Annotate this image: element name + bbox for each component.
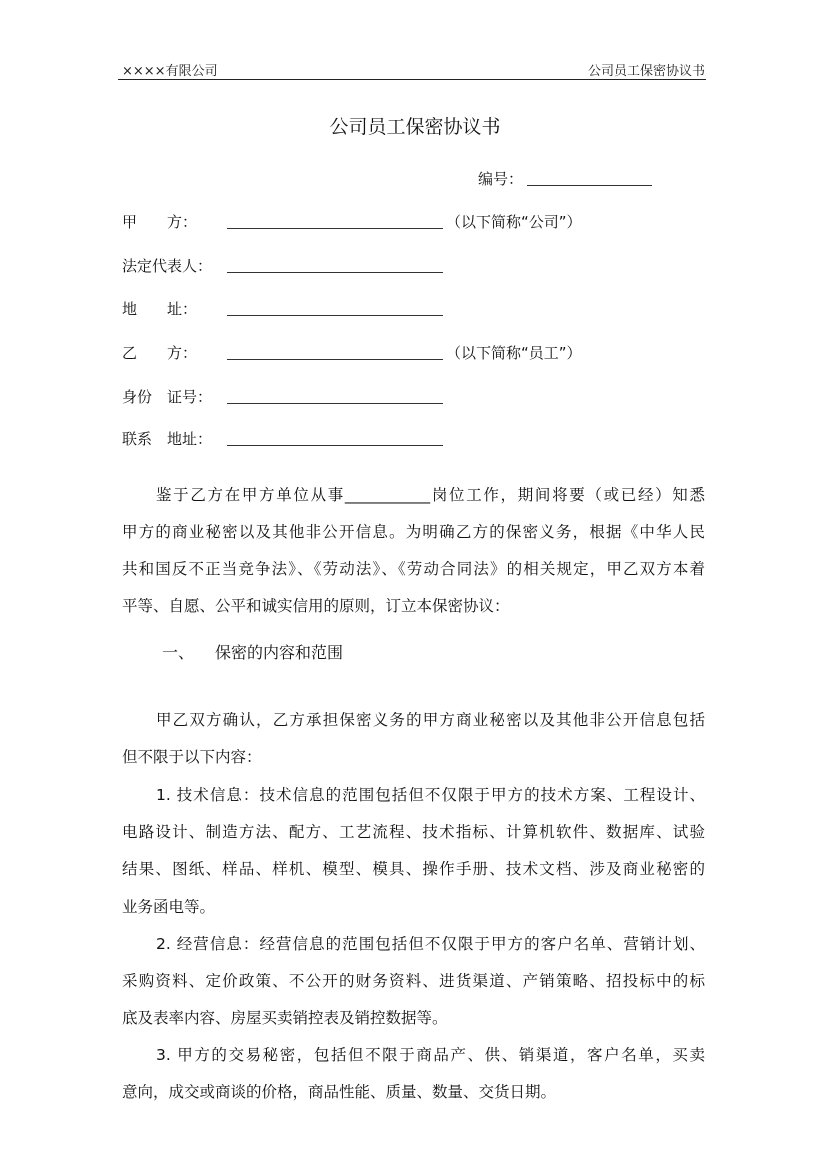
body-line: 甲乙双方确认，乙方承担保密义务的甲方商业秘密以及其他非公开信息包括 xyxy=(156,711,705,729)
body-line: 底及表率内容、房屋买卖销控表及销控数据等。 xyxy=(122,1009,448,1027)
field-id-blank[interactable] xyxy=(227,403,443,404)
section-title: 保密的内容和范围 xyxy=(215,643,344,662)
field-party-b-label: 乙 方： xyxy=(122,344,198,362)
body-line: 3. 甲方的交易秘密，包括但不限于商品产、供、销渠道，客户名单，买卖 xyxy=(156,1046,705,1064)
page-title: 公司员工保密协议书 xyxy=(329,116,501,138)
field-party-b-note: （以下简称“员工”） xyxy=(446,344,582,362)
field-party-a-blank[interactable] xyxy=(227,228,443,229)
field-party-a-note: （以下简称“公司”） xyxy=(446,213,582,231)
body-line: 1. 技术信息：技术信息的范围包括但不仅限于甲方的技术方案、工程设计、 xyxy=(156,786,705,804)
field-legal-rep-blank[interactable] xyxy=(227,272,443,273)
field-party-a-label: 甲 方： xyxy=(122,213,198,231)
body-line: 意向，成交或商谈的价格，商品性能、质量、数量、交货日期。 xyxy=(122,1083,557,1101)
intro-line: 共和国反不正当竞争法》、《劳动法》、《劳动合同法》的相关规定，甲乙双方本着 xyxy=(122,560,705,578)
field-contact-address-blank[interactable] xyxy=(227,445,443,446)
number-blank[interactable] xyxy=(527,185,652,186)
body-line: 业务函电等。 xyxy=(122,898,216,916)
section-number: 一、 xyxy=(162,643,195,662)
field-party-b-blank[interactable] xyxy=(227,359,443,360)
field-address-blank[interactable] xyxy=(227,315,443,316)
number-label: 编号： xyxy=(478,170,524,188)
body-line: 电路设计、制造方法、配方、工艺流程、技术指标、计算机软件、数据库、试验 xyxy=(122,823,705,841)
intro-line: 平等、自愿、公平和诚实信用的原则，订立本保密协议： xyxy=(122,597,510,615)
body-line: 结果、图纸、样品、样机、模型、模具、操作手册、技术文档、涉及商业秘密的 xyxy=(122,860,705,878)
field-contact-address-label: 联系 地址： xyxy=(122,430,213,448)
field-id-label: 身份 证号： xyxy=(122,388,213,406)
intro-line: 鉴于乙方在甲方单位从事___________岗位工作，期间将要（或已经）知悉 xyxy=(156,486,705,504)
body-line: 但不限于以下内容： xyxy=(122,748,262,766)
field-address-label: 地 址： xyxy=(122,300,198,318)
header-company: ××××有限公司 xyxy=(122,64,218,79)
intro-line: 甲方的商业秘密以及其他非公开信息。为明确乙方的保密义务，根据《中华人民 xyxy=(122,523,705,541)
body-line: 2. 经营信息：经营信息的范围包括但不仅限于甲方的客户名单、营销计划、 xyxy=(156,935,705,953)
header-rule xyxy=(118,79,706,80)
header-doc-title: 公司员工保密协议书 xyxy=(587,64,705,79)
body-line: 采购资料、定价政策、不公开的财务资料、进货渠道、产销策略、招投标中的标 xyxy=(122,972,705,990)
field-legal-rep-label: 法定代表人： xyxy=(122,257,213,275)
